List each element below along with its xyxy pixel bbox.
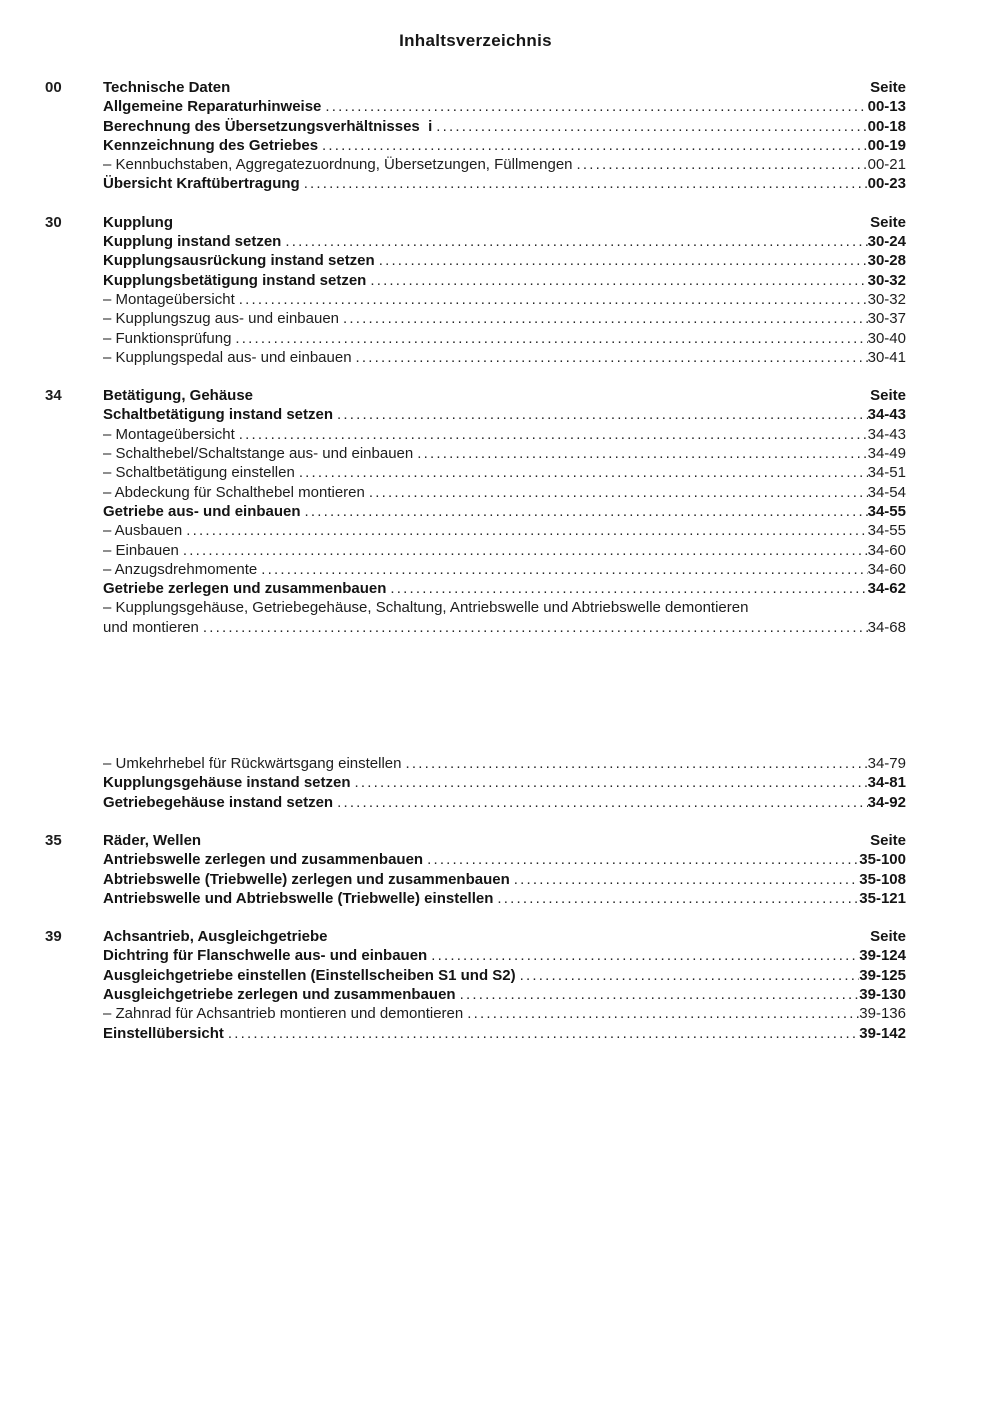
toc-entry xyxy=(45,1004,906,1023)
dot-leader xyxy=(325,97,867,116)
toc-entry xyxy=(45,348,906,367)
toc-entry xyxy=(45,329,906,348)
entry-title: Einstellübersicht xyxy=(103,1024,224,1042)
seite-label: Seite xyxy=(870,387,906,405)
entry-page: 00-13 xyxy=(867,98,906,116)
dot-leader xyxy=(520,966,860,985)
entry-page: 34-92 xyxy=(867,793,906,811)
entry-title: Antriebswelle und Abtriebswelle (Triebwelle) einstellen xyxy=(103,889,494,907)
entry-page: 34-68 xyxy=(867,618,906,636)
dot-leader xyxy=(417,444,867,463)
entry-title: – Schalthebel/Schaltstange aus- und einbauen xyxy=(103,445,414,463)
dot-leader xyxy=(305,502,868,521)
entry-page: 34-43 xyxy=(867,406,906,424)
section-number: 34 xyxy=(45,387,62,405)
entry-page: 00-18 xyxy=(867,117,906,135)
toc-entry xyxy=(45,251,906,270)
dot-leader xyxy=(337,405,868,424)
toc-entry xyxy=(45,290,906,309)
section-number: 30 xyxy=(45,213,62,231)
entry-page: 30-40 xyxy=(867,329,906,347)
section-header xyxy=(45,386,906,405)
entry-page: 00-19 xyxy=(867,136,906,154)
entry-page: 34-79 xyxy=(867,755,906,773)
entry-title: Getriebegehäuse instand setzen xyxy=(103,793,334,811)
toc-entry xyxy=(45,598,906,617)
toc-entry xyxy=(45,850,906,869)
seite-label: Seite xyxy=(870,928,906,946)
toc-entry xyxy=(45,773,906,792)
toc-section-39 xyxy=(45,927,906,1043)
dot-leader xyxy=(186,521,867,540)
toc-entry xyxy=(45,483,906,502)
entry-title: – Schaltbetätigung einstellen xyxy=(103,464,295,482)
seite-label: Seite xyxy=(870,831,906,849)
dot-leader xyxy=(322,136,868,155)
entry-title: – Zahnrad für Achsantrieb montieren und demontieren xyxy=(103,1005,464,1023)
entry-page: 39-136 xyxy=(859,1005,906,1023)
entry-page: 34-60 xyxy=(867,560,906,578)
dot-leader xyxy=(427,850,859,869)
toc-entry xyxy=(45,463,906,482)
entry-title: Abtriebswelle (Triebwelle) zerlegen und zusammenbauen xyxy=(103,870,510,888)
section-heading: Räder, Wellen xyxy=(103,831,202,849)
seite-label: Seite xyxy=(870,213,906,231)
toc-entry xyxy=(45,521,906,540)
entry-page: 39-125 xyxy=(859,966,906,984)
entry-title: – Funktionsprüfung xyxy=(103,329,232,347)
toc-entry xyxy=(45,309,906,328)
seite-label: Seite xyxy=(870,79,906,96)
dot-leader xyxy=(405,754,867,773)
entry-title: Antriebswelle zerlegen und zusammenbauen xyxy=(103,851,424,869)
toc-entry xyxy=(45,889,906,908)
section-heading: Kupplung xyxy=(103,213,173,231)
entry-title: – Kupplungszug aus- und einbauen xyxy=(103,310,340,328)
dot-leader xyxy=(369,483,868,502)
entry-title: – Ausbauen xyxy=(103,522,183,540)
entry-page: 34-62 xyxy=(867,580,906,598)
dot-leader xyxy=(355,773,868,792)
dot-leader xyxy=(436,117,867,136)
toc-entry xyxy=(45,560,906,579)
dot-leader xyxy=(235,329,867,348)
dot-leader xyxy=(183,541,868,560)
dot-leader xyxy=(370,271,867,290)
entry-title: Allgemeine Reparaturhinweise xyxy=(103,98,322,116)
toc-section-34 xyxy=(45,386,906,812)
toc-entry xyxy=(45,1024,906,1043)
entry-page: 39-130 xyxy=(859,985,906,1003)
entry-page: 35-121 xyxy=(859,889,906,907)
dot-leader xyxy=(299,463,868,482)
entry-title: Ausgleichgetriebe einstellen (Einstellscheiben S1 und S2) xyxy=(103,966,516,984)
entry-page: 39-142 xyxy=(859,1024,906,1042)
section-number: 35 xyxy=(45,831,62,849)
toc-entry xyxy=(45,155,906,174)
dot-leader xyxy=(239,290,868,309)
section-heading: Achsantrieb, Ausgleichgetriebe xyxy=(103,928,328,946)
dot-leader xyxy=(343,309,868,328)
toc-entry xyxy=(45,502,906,521)
entry-page: 34-55 xyxy=(867,502,906,520)
toc-entry xyxy=(45,97,906,116)
toc-entry xyxy=(45,946,906,965)
section-heading: Technische Daten xyxy=(103,79,231,96)
toc-entry xyxy=(45,232,906,251)
entry-title: Übersicht Kraftübertragung xyxy=(103,175,300,193)
entry-page: 34-60 xyxy=(867,541,906,559)
dot-leader xyxy=(203,618,868,637)
toc-sections xyxy=(45,78,906,1043)
dot-leader xyxy=(285,232,867,251)
section-number: 00 xyxy=(45,79,62,96)
toc-entry xyxy=(45,541,906,560)
toc-entry xyxy=(45,966,906,985)
entry-title: Ausgleichgetriebe zerlegen und zusammenbauen xyxy=(103,985,456,1003)
entry-page: 34-54 xyxy=(867,483,906,501)
entry-title: Dichtring für Flanschwelle aus- und einbauen xyxy=(103,947,428,965)
entry-title: – Kupplungspedal aus- und einbauen xyxy=(103,348,352,366)
entry-title: Kupplung instand setzen xyxy=(103,233,282,251)
dot-leader xyxy=(304,174,868,193)
section-header xyxy=(45,831,906,850)
entry-page: 35-100 xyxy=(859,851,906,869)
entry-title: Schaltbetätigung instand setzen xyxy=(103,406,334,424)
dot-leader xyxy=(577,155,868,174)
entry-title: Berechnung des Übersetzungsverhältnisses i xyxy=(103,117,433,135)
entry-page: 34-55 xyxy=(867,522,906,540)
entry-page: 39-124 xyxy=(859,947,906,965)
toc-entry xyxy=(45,136,906,155)
entry-title: – Umkehrhebel für Rückwärtsgang einstellen xyxy=(103,755,402,773)
dot-leader xyxy=(261,560,867,579)
dot-leader xyxy=(497,889,859,908)
toc-section-30 xyxy=(45,213,906,367)
entry-page: 30-24 xyxy=(867,233,906,251)
page-title: Inhaltsverzeichnis xyxy=(399,31,552,50)
entry-page: 00-21 xyxy=(867,156,906,174)
toc-entry xyxy=(45,405,906,424)
section-header xyxy=(45,927,906,946)
dot-leader xyxy=(228,1024,859,1043)
dot-leader xyxy=(460,985,860,1004)
toc-entry xyxy=(45,174,906,193)
dot-leader xyxy=(431,946,859,965)
entry-page: 30-32 xyxy=(867,290,906,308)
toc-entry xyxy=(45,870,906,889)
toc-section-00 xyxy=(45,78,906,194)
entry-title: Getriebe aus- und einbauen xyxy=(103,502,301,520)
section-header xyxy=(45,78,906,97)
dot-leader xyxy=(467,1004,859,1023)
entry-page: 30-28 xyxy=(867,252,906,270)
entry-page: 34-49 xyxy=(867,445,906,463)
entry-page: 00-23 xyxy=(867,175,906,193)
dot-leader xyxy=(239,425,868,444)
dot-leader xyxy=(356,348,868,367)
entry-title: – Kupplungsgehäuse, Getriebegehäuse, Schaltung, Antriebswelle und Abtriebswelle demontieren xyxy=(103,599,749,617)
section-header xyxy=(45,213,906,232)
section-number: 39 xyxy=(45,928,62,946)
toc-section-35 xyxy=(45,831,906,908)
entry-page: 30-41 xyxy=(867,348,906,366)
toc-entry xyxy=(45,444,906,463)
dot-leader xyxy=(390,579,867,598)
dot-leader xyxy=(337,793,868,812)
entry-title: – Anzugsdrehmomente xyxy=(103,560,258,578)
section-heading: Betätigung, Gehäuse xyxy=(103,387,254,405)
entry-title: Kupplungsgehäuse instand setzen xyxy=(103,774,351,792)
entry-page: 30-32 xyxy=(867,271,906,289)
entry-title-continued: und montieren xyxy=(103,618,199,636)
section-gap xyxy=(45,637,906,754)
toc-entry xyxy=(45,271,906,290)
entry-title: Kennzeichnung des Getriebes xyxy=(103,136,319,154)
entry-page: 35-108 xyxy=(859,870,906,888)
entry-title: – Abdeckung für Schalthebel montieren xyxy=(103,483,365,501)
entry-title: – Einbauen xyxy=(103,541,179,559)
entry-title: Getriebe zerlegen und zusammenbauen xyxy=(103,580,387,598)
entry-title: Kupplungsbetätigung instand setzen xyxy=(103,271,367,289)
entry-page: 34-81 xyxy=(867,774,906,792)
entry-title: – Montageübersicht xyxy=(103,425,235,443)
toc-entry xyxy=(45,117,906,136)
toc-entry-continuation xyxy=(45,618,906,637)
dot-leader xyxy=(379,251,868,270)
toc-entry xyxy=(45,754,906,773)
entry-page: 34-51 xyxy=(867,464,906,482)
toc-entry xyxy=(45,579,906,598)
entry-page: 30-37 xyxy=(867,310,906,328)
entry-title: – Kennbuchstaben, Aggregatezuordnung, Übersetzungen, Füllmengen xyxy=(103,156,573,174)
toc-entry xyxy=(45,793,906,812)
entry-page: 34-43 xyxy=(867,425,906,443)
toc-entry xyxy=(45,985,906,1004)
dot-leader xyxy=(514,870,860,889)
toc-entry xyxy=(45,425,906,444)
entry-title: Kupplungsausrückung instand setzen xyxy=(103,252,375,270)
entry-title: – Montageübersicht xyxy=(103,290,235,308)
